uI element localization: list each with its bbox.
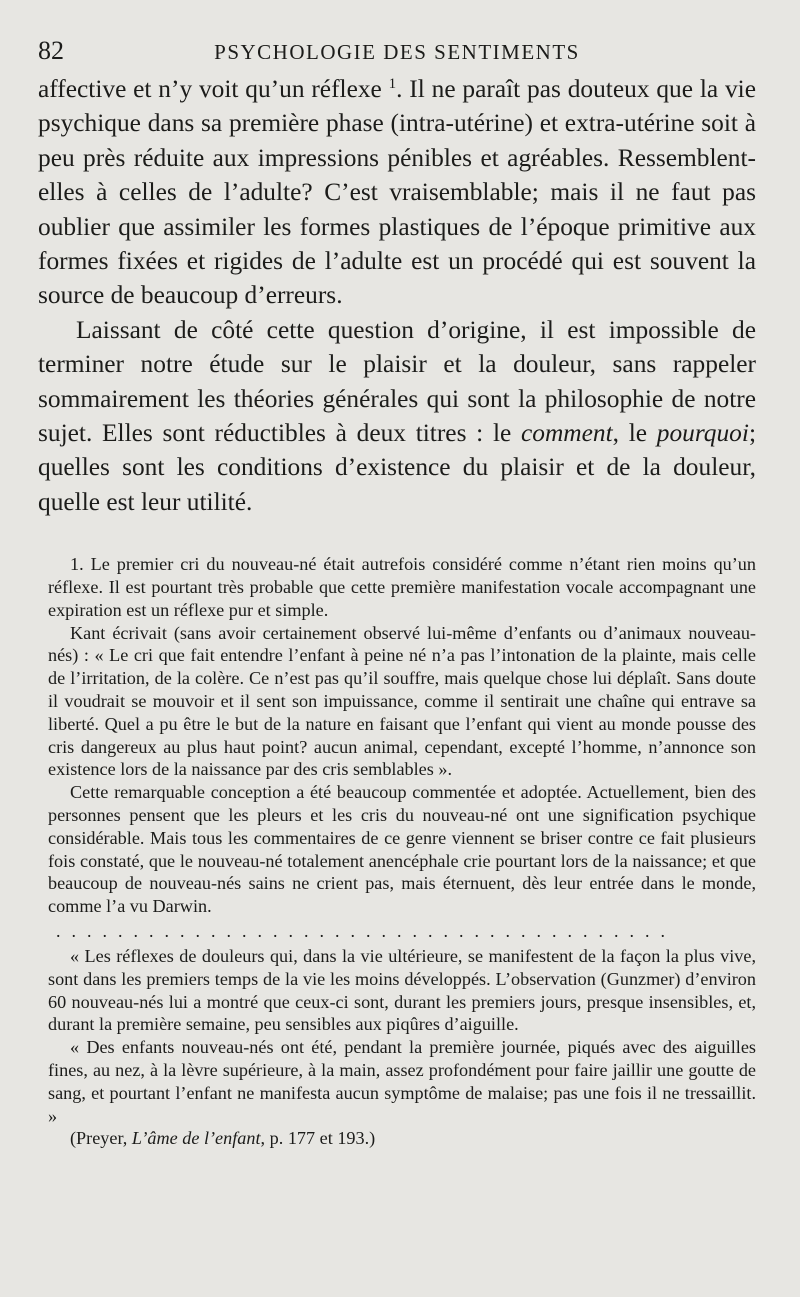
footnote-conception: Cette remarquable conception a été beaucoup commentée et adoptée. Actuellement, bien des personnes pensent que les pleurs et les cris du nouveau-né ont une signification psychique considérable. Mais tous les commentaires de ce genre viennent se briser contre ce fait plusieurs fois constaté, que le nouveau-né totalement anencéphale crie pourtant lors de la naissance; et que beaucoup de nouveau-nés sains ne crient pas, mais éternuent, dès leur entrée dans le monde, comme l’a vu Darwin. bbox=[48, 782, 756, 917]
footnote-citation bbox=[48, 1127, 756, 1150]
footnote-reflexes-quote: « Les réflexes de douleurs qui, dans la vie ultérieure, se manifestent de la façon la plus vive, sont dans les premiers temps de la vie les moins développés. L’observation (Gunzmer) d’environ 60 nouveau-nés lui a montré que ceux-ci sont, durant les premiers jours, presque insensibles, et, durant la première semaine, peu sensibles aux piqûres d’aiguille. bbox=[48, 946, 756, 1035]
footnotes bbox=[38, 553, 756, 1150]
emphasis-pourquoi: pourquoi bbox=[656, 419, 749, 448]
emphasis-comment: comment bbox=[520, 419, 613, 448]
paragraph-1-rest: . Il ne paraît pas douteux que la vie psychique dans sa première phase (intra-utérine) et extra-utérine soit à peu près réduite aux impressions pénibles et agréables. Ressemblent-elles à celles de l’adulte? C’est vraisemblable; mais il ne faut pas oublier que assimiler les formes plastiques de l’époque primitive aux formes fixées et rigides de l’adulte est un procédé qui est souvent la source de beaucoup d’erreurs. bbox=[38, 75, 756, 310]
citation-title: L’âme de l’enfant bbox=[131, 1128, 261, 1149]
footnote-ref-1: 1 bbox=[388, 76, 397, 92]
ellipsis-separator: ........................................ bbox=[56, 921, 676, 942]
paragraph-2-part2: , le bbox=[612, 419, 657, 448]
citation-pages: , p. 177 et 193.) bbox=[260, 1128, 376, 1149]
page-number: 82 bbox=[38, 36, 64, 65]
citation-author: (Preyer, bbox=[70, 1128, 132, 1149]
paragraph-1 bbox=[38, 72, 756, 313]
footnote-1: 1. Le premier cri du nouveau-né était autrefois considéré comme n’étant rien moins qu’un réflexe. Il est pourtant très probable que cette première manifestation vocale accompagnant une expiration est un réflexe pur et simple. bbox=[48, 554, 756, 620]
paragraph-1-start: affective et n’y voit qu’un réflexe bbox=[38, 75, 389, 103]
paragraph-2-part3: ; quelles sont les conditions d’existence du plaisir et de la douleur, quelle est leur utilité. bbox=[38, 419, 756, 516]
footnote-enfants-quote: « Des enfants nouveau-nés ont été, pendant la première journée, piqués avec des aiguilles fines, au nez, à la lèvre supérieure, à la main, assez profondément pour faire jaillir une goutte de sang, et pourtant l’enfant ne manifesta aucun symptôme de malaise; pas une fois il ne tressaillit. » bbox=[48, 1037, 756, 1126]
paragraph-2 bbox=[38, 313, 756, 519]
paragraph-2-part1: Laissant de côté cette question d’origine, il est impossible de terminer notre étude sur le plaisir et la douleur, sans rappeler sommairement les théories générales qui sont la philosophie de notre sujet. Elles sont réductibles à deux titres : le bbox=[38, 315, 756, 448]
running-title: PSYCHOLOGIE DES SENTIMENTS bbox=[214, 40, 580, 64]
footnote-kant-quote: Kant écrivait (sans avoir certainement observé lui-même d’enfants ou d’animaux nouveau-nés) : « Le cri que fait entendre l’enfant à peine né n’a pas l’intonation de la plainte, mais celle de l’irritation, de la colère. Ce n’est pas qu’il souffre, mais quelque chose lui déplaît. Sans doute il voudrait se mouvoir et il sent son impuissance, comme il sentirait une chaîne qui entrave sa liberté. Quel a pu être le but de la nature en faisant que l’enfant qui vient au monde pousse des cris dangereux au plus haut point? aucun animal, cependant, excepté l’homme, n’annonce son existence lors de la naissance par des cris semblables ». bbox=[48, 622, 756, 780]
page-header bbox=[38, 28, 756, 72]
main-text bbox=[38, 72, 756, 519]
